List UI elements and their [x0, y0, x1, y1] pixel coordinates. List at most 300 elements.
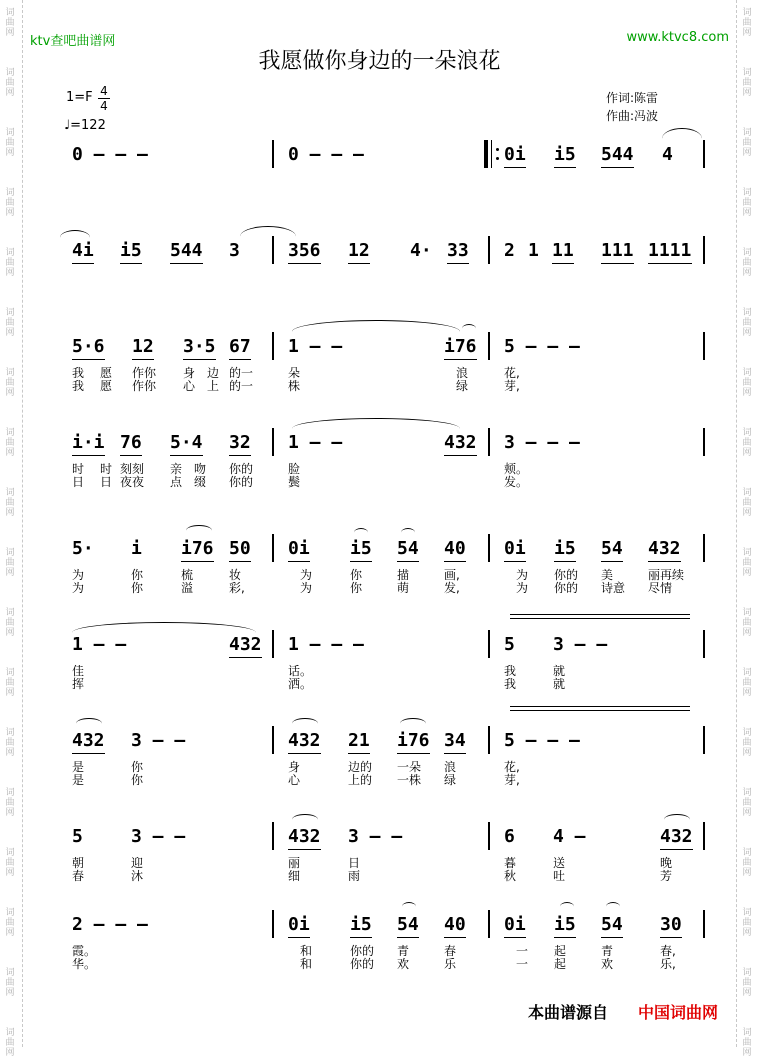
barline: [703, 236, 705, 264]
note-group: 4 —: [553, 826, 586, 847]
beam-line: [444, 359, 477, 360]
lyric-verse2: 为: [72, 581, 85, 595]
lyric-verse1: 颊。: [504, 462, 529, 476]
note-group: 1 — —: [288, 432, 343, 453]
beam-line: [229, 359, 251, 360]
lyric-verse2: 一株: [397, 773, 422, 787]
lyric-verse1: 描: [397, 568, 410, 582]
beam-line: [504, 937, 526, 938]
watermark-text: 词 曲 网: [5, 488, 15, 518]
lyric-verse2: 洒。: [288, 677, 313, 691]
watermark-text: 词 曲 网: [742, 8, 752, 38]
note-group: 54: [601, 914, 623, 935]
lyric-verse1: 你的: [350, 944, 375, 958]
note-group: 432: [229, 634, 262, 655]
watermark-text: 词 曲 网: [742, 308, 752, 338]
watermark-text: 词 曲 网: [742, 548, 752, 578]
lyric-verse1: 边: [207, 366, 220, 380]
left-watermark-strip: [0, 0, 23, 1058]
lyric-verse2: 你的: [229, 475, 254, 489]
barline: [703, 534, 705, 562]
slur-mark: [560, 902, 574, 911]
lyric-verse1: 刻刻: [120, 462, 145, 476]
watermark-text: 词 曲 网: [5, 848, 15, 878]
beam-line: [601, 167, 634, 168]
lyric-verse1: 你的: [229, 462, 254, 476]
beam-line: [229, 455, 251, 456]
lyric-verse1: 送: [553, 856, 566, 870]
barline: [488, 726, 490, 754]
lyric-verse1: 你: [350, 568, 363, 582]
lyric-verse1: 春,: [660, 944, 676, 958]
note-group: 3: [229, 240, 240, 261]
beam-line: [72, 753, 105, 754]
lyricist: 作词:陈雷: [606, 91, 659, 105]
slur-mark: [292, 718, 318, 729]
watermark-text: 词 曲 网: [5, 68, 15, 98]
beam-line: [660, 937, 682, 938]
slur-mark: [401, 528, 415, 537]
lyric-verse1: 作你: [132, 366, 157, 380]
watermark-text: 词 曲 网: [5, 188, 15, 218]
note-group: 54: [397, 914, 419, 935]
song-title: 我愿做你身边的一朵浪花: [258, 49, 501, 74]
beam-line: [444, 455, 477, 456]
note-group: 5·4: [170, 432, 203, 453]
note-group: i5: [554, 914, 576, 935]
barline: [272, 332, 274, 360]
lyric-verse1: 丽再续: [648, 568, 685, 582]
beam-line: [447, 263, 469, 264]
lyric-verse1: 起: [554, 944, 567, 958]
barline: [703, 822, 705, 850]
lyric-verse2: 你的: [554, 581, 579, 595]
lyric-verse2: 溢: [181, 581, 194, 595]
lyric-verse1: 花,: [504, 760, 520, 774]
barline: [272, 910, 274, 938]
barline: [703, 630, 705, 658]
lyric-verse2: 上: [207, 379, 220, 393]
note-group: i5: [350, 538, 372, 559]
note-group: 40: [444, 538, 466, 559]
tie-line: [510, 706, 690, 707]
beam-line: [170, 455, 203, 456]
slur-mark: [72, 622, 256, 643]
time-signature: [98, 84, 110, 113]
lyric-verse1: 浪: [444, 760, 457, 774]
slur-mark: [462, 324, 476, 333]
beam-line: [660, 849, 693, 850]
lyric-verse2: 乐,: [660, 957, 676, 971]
lyric-verse2: 发。: [504, 475, 529, 489]
credits: [606, 89, 658, 125]
lyric-verse1: 日: [348, 856, 361, 870]
note-group: 3 — —: [131, 826, 186, 847]
note-group: 0i: [504, 538, 526, 559]
lyric-verse1: 话。: [288, 664, 313, 678]
lyric-verse2: 愿: [100, 379, 113, 393]
lyric-verse1: 青: [397, 944, 410, 958]
note-group: 5·: [72, 538, 94, 559]
barline: [272, 534, 274, 562]
slur-mark: [292, 418, 460, 439]
footer-source-label: 本曲谱源自: [528, 1003, 609, 1022]
lyric-verse2: 细: [288, 869, 301, 883]
barline: [488, 236, 490, 264]
lyric-verse1: 美: [601, 568, 614, 582]
barline: [703, 332, 705, 360]
lyric-verse2: 我: [72, 379, 85, 393]
beam-line: [350, 937, 372, 938]
beam-line: [554, 937, 576, 938]
beam-line: [504, 167, 526, 168]
note-group: i76: [444, 336, 477, 357]
lyric-verse2: 心: [288, 773, 301, 787]
note-group: 1 — — —: [288, 634, 364, 655]
note-group: 2: [504, 240, 515, 261]
barline: [703, 140, 705, 168]
note-group: i5: [120, 240, 142, 261]
watermark-text: 词 曲 网: [742, 668, 752, 698]
beam-line: [72, 359, 105, 360]
beam-line: [72, 455, 105, 456]
tie-line: [510, 614, 690, 615]
note-group: 432: [288, 730, 321, 751]
lyric-verse2: 点: [170, 475, 183, 489]
lyric-verse2: 的一: [229, 379, 254, 393]
barline: [272, 630, 274, 658]
lyric-verse1: 梳: [181, 568, 194, 582]
barline: [491, 140, 492, 168]
beam-line: [72, 263, 94, 264]
lyric-verse2: 起: [554, 957, 567, 971]
lyric-verse2: 上的: [348, 773, 373, 787]
lyric-verse2: 吐: [553, 869, 566, 883]
lyric-verse1: 时: [72, 462, 85, 476]
note-group: 40: [444, 914, 466, 935]
note-group: 432: [444, 432, 477, 453]
lyric-verse2: 雨: [348, 869, 361, 883]
note-group: 432: [72, 730, 105, 751]
note-group: i5: [554, 144, 576, 165]
watermark-text: 词 曲 网: [742, 68, 752, 98]
note-group: 3 — —: [131, 730, 186, 751]
note-group: 1111: [648, 240, 692, 261]
slur-mark: [292, 320, 460, 343]
slur-mark: [402, 902, 416, 911]
lyric-verse1: 脸: [288, 462, 301, 476]
watermark-text: 词 曲 网: [5, 8, 15, 38]
lyric-verse2: 华。: [72, 957, 97, 971]
slur-mark: [664, 814, 690, 825]
note-group: 54: [397, 538, 419, 559]
note-group: 5·6: [72, 336, 105, 357]
lyric-verse2: 鬓: [288, 475, 301, 489]
barline: [488, 428, 490, 456]
note-group: 432: [660, 826, 693, 847]
slur-mark: [354, 528, 368, 537]
watermark-text: 词 曲 网: [5, 908, 15, 938]
barline: [703, 428, 705, 456]
note-group: 54: [601, 538, 623, 559]
slur-mark: [240, 226, 296, 247]
lyric-verse1: 霞。: [72, 944, 97, 958]
right-watermark-strip: [736, 0, 759, 1058]
lyric-verse2: 你: [131, 773, 144, 787]
quarter-note-icon: ♩: [64, 118, 71, 133]
note-group: 4: [662, 144, 673, 165]
note-group: 21: [348, 730, 370, 751]
lyric-verse2: 和: [300, 957, 313, 971]
lyric-verse2: 绿: [444, 773, 457, 787]
watermark-text: 词 曲 网: [5, 608, 15, 638]
note-group: 34: [444, 730, 466, 751]
note-group: 1: [528, 240, 539, 261]
site-url-right[interactable]: www.ktvc8.com: [626, 30, 729, 45]
lyric-verse2: 作你: [132, 379, 157, 393]
beam-line: [397, 937, 419, 938]
lyric-verse2: 欢: [601, 957, 614, 971]
lyric-verse2: 夜夜: [120, 475, 145, 489]
note-group: i: [131, 538, 142, 559]
beam-line: [552, 263, 574, 264]
watermark-text: 词 曲 网: [5, 788, 15, 818]
beam-line: [170, 263, 203, 264]
barline: [488, 534, 490, 562]
lyric-verse2: 是: [72, 773, 85, 787]
time-signature-top: 4: [100, 84, 108, 98]
note-group: i76: [397, 730, 430, 751]
lyric-verse2: 就: [553, 677, 566, 691]
lyric-verse1: 愿: [100, 366, 113, 380]
lyric-verse1: 就: [553, 664, 566, 678]
lyric-verse1: 一: [516, 944, 529, 958]
beam-line: [444, 753, 466, 754]
barline: [272, 428, 274, 456]
lyric-verse1: 浪: [456, 366, 469, 380]
beam-line: [120, 263, 142, 264]
watermark-text: 词 曲 网: [742, 968, 752, 998]
note-group: 3 — —: [553, 634, 608, 655]
beam-line: [397, 753, 430, 754]
note-group: 5: [72, 826, 83, 847]
lyric-verse1: 为: [72, 568, 85, 582]
beam-line: [350, 561, 372, 562]
lyric-verse1: 身: [288, 760, 301, 774]
barline: [488, 332, 490, 360]
lyric-verse1: 是: [72, 760, 85, 774]
note-group: 0i: [504, 914, 526, 935]
beam-line: [229, 657, 262, 658]
lyric-verse1: 晚: [660, 856, 673, 870]
note-group: 0 — — —: [288, 144, 364, 165]
note-group: i5: [554, 538, 576, 559]
watermark-text: 词 曲 网: [5, 668, 15, 698]
barline: [703, 726, 705, 754]
barline: [488, 822, 490, 850]
beam-line: [288, 753, 321, 754]
note-group: 5: [504, 634, 515, 655]
beam-line: [132, 359, 154, 360]
beam-line: [120, 455, 142, 456]
note-group: 3 — — —: [504, 432, 580, 453]
lyric-verse1: 青: [601, 944, 614, 958]
watermark-text: 词 曲 网: [5, 968, 15, 998]
lyric-verse1: 身: [183, 366, 196, 380]
beam-line: [601, 561, 623, 562]
lyric-verse2: 芽,: [504, 773, 520, 787]
beam-line: [601, 937, 623, 938]
barline: [488, 630, 490, 658]
beam-line: [181, 561, 214, 562]
watermark-text: 词 曲 网: [742, 1028, 752, 1058]
barline: [272, 726, 274, 754]
slur-mark: [186, 525, 212, 536]
lyric-verse2: 萌: [397, 581, 410, 595]
lyric-verse1: 迎: [131, 856, 144, 870]
watermark-text: 词 曲 网: [742, 728, 752, 758]
slur-mark: [60, 230, 90, 245]
lyric-verse2: 日: [72, 475, 85, 489]
lyric-verse1: 朵: [288, 366, 301, 380]
repeat-dot: [496, 148, 499, 151]
lyric-verse2: 你: [350, 581, 363, 595]
beam-line: [504, 561, 526, 562]
note-group: 30: [660, 914, 682, 935]
lyric-verse2: 你的: [350, 957, 375, 971]
note-group: 33: [447, 240, 469, 261]
lyric-verse1: 我: [72, 366, 85, 380]
lyric-verse2: 沐: [131, 869, 144, 883]
beam-line: [397, 561, 419, 562]
tie-line: [510, 618, 690, 619]
lyric-verse1: 画,: [444, 568, 460, 582]
note-group: 5 — — —: [504, 336, 580, 357]
footer-site-link[interactable]: 中国词曲网: [638, 1003, 719, 1022]
watermark-text: 词 曲 网: [742, 368, 752, 398]
lyric-verse1: 你: [131, 568, 144, 582]
site-name-left[interactable]: ktv查吧曲谱网: [30, 34, 116, 49]
note-group: 432: [288, 826, 321, 847]
note-group: 0 — — —: [72, 144, 148, 165]
tie-line: [510, 710, 690, 711]
note-group: 3·5: [183, 336, 216, 357]
beam-line: [183, 359, 216, 360]
note-group: 12: [132, 336, 154, 357]
watermark-text: 词 曲 网: [742, 608, 752, 638]
lyric-verse1: 你的: [554, 568, 579, 582]
lyric-verse1: 我: [504, 664, 517, 678]
beam-line: [288, 937, 310, 938]
lyric-verse1: 春: [444, 944, 457, 958]
note-group: 1 — —: [72, 634, 127, 655]
note-group: 0i: [288, 538, 310, 559]
watermark-text: 词 曲 网: [742, 248, 752, 278]
lyric-verse2: 尽情: [648, 581, 673, 595]
repeat-dot: [496, 157, 499, 160]
note-group: 356: [288, 240, 321, 261]
lyric-verse1: 佳: [72, 664, 85, 678]
lyric-verse2: 挥: [72, 677, 85, 691]
note-group: i·i: [72, 432, 105, 453]
tempo-value: =122: [70, 118, 106, 133]
lyric-verse1: 和: [300, 944, 313, 958]
watermark-text: 词 曲 网: [742, 188, 752, 218]
lyric-verse1: 朝: [72, 856, 85, 870]
note-group: 12: [348, 240, 370, 261]
note-group: 11: [552, 240, 574, 261]
watermark-text: 词 曲 网: [742, 428, 752, 458]
lyric-verse1: 妆: [229, 568, 242, 582]
beam-line: [554, 167, 576, 168]
note-group: 544: [601, 144, 634, 165]
lyric-verse2: 彩,: [229, 581, 245, 595]
lyric-verse2: 芳: [660, 869, 673, 883]
lyric-verse2: 诗意: [601, 581, 626, 595]
beam-line: [288, 561, 310, 562]
note-group: 6: [504, 826, 515, 847]
note-group: 0i: [288, 914, 310, 935]
lyric-verse2: 心: [183, 379, 196, 393]
note-group: 4·: [410, 240, 432, 261]
lyric-verse1: 丽: [288, 856, 301, 870]
watermark-text: 词 曲 网: [5, 308, 15, 338]
lyric-verse2: 株: [288, 379, 301, 393]
lyric-verse2: 一: [516, 957, 529, 971]
slur-mark: [400, 718, 426, 729]
lyric-verse2: 你: [131, 581, 144, 595]
beam-line: [348, 753, 370, 754]
beam-line: [288, 263, 321, 264]
beam-line: [348, 263, 370, 264]
slur-mark: [606, 902, 620, 911]
slur-mark: [292, 814, 318, 825]
lyric-verse2: 芽,: [504, 379, 520, 393]
note-group: 4i: [72, 240, 94, 261]
watermark-text: 词 曲 网: [5, 368, 15, 398]
barline: [703, 910, 705, 938]
note-group: i76: [181, 538, 214, 559]
lyric-verse2: 日: [100, 475, 113, 489]
lyric-verse2: 绿: [456, 379, 469, 393]
note-group: 1 — —: [288, 336, 343, 357]
note-group: 544: [170, 240, 203, 261]
watermark-text: 词 曲 网: [5, 728, 15, 758]
note-group: 432: [648, 538, 681, 559]
watermark-text: 词 曲 网: [5, 548, 15, 578]
lyric-verse2: 春: [72, 869, 85, 883]
watermark-text: 词 曲 网: [5, 1028, 15, 1058]
watermark-text: 词 曲 网: [742, 848, 752, 878]
slur-mark: [76, 718, 102, 729]
slur-mark: [662, 128, 702, 149]
lyric-verse2: 缀: [194, 475, 207, 489]
watermark-text: 词 曲 网: [5, 248, 15, 278]
lyric-verse1: 为: [300, 568, 313, 582]
lyric-verse1: 暮: [504, 856, 517, 870]
lyric-verse1: 吻: [194, 462, 207, 476]
lyric-verse2: 秋: [504, 869, 517, 883]
note-group: 67: [229, 336, 251, 357]
watermark-text: 词 曲 网: [742, 128, 752, 158]
watermark-text: 词 曲 网: [742, 908, 752, 938]
beam-line: [601, 263, 634, 264]
lyric-verse1: 的一: [229, 366, 254, 380]
lyric-verse1: 花,: [504, 366, 520, 380]
lyric-verse2: 乐: [444, 957, 457, 971]
lyric-verse2: 我: [504, 677, 517, 691]
key-signature: 1=F: [66, 90, 93, 105]
